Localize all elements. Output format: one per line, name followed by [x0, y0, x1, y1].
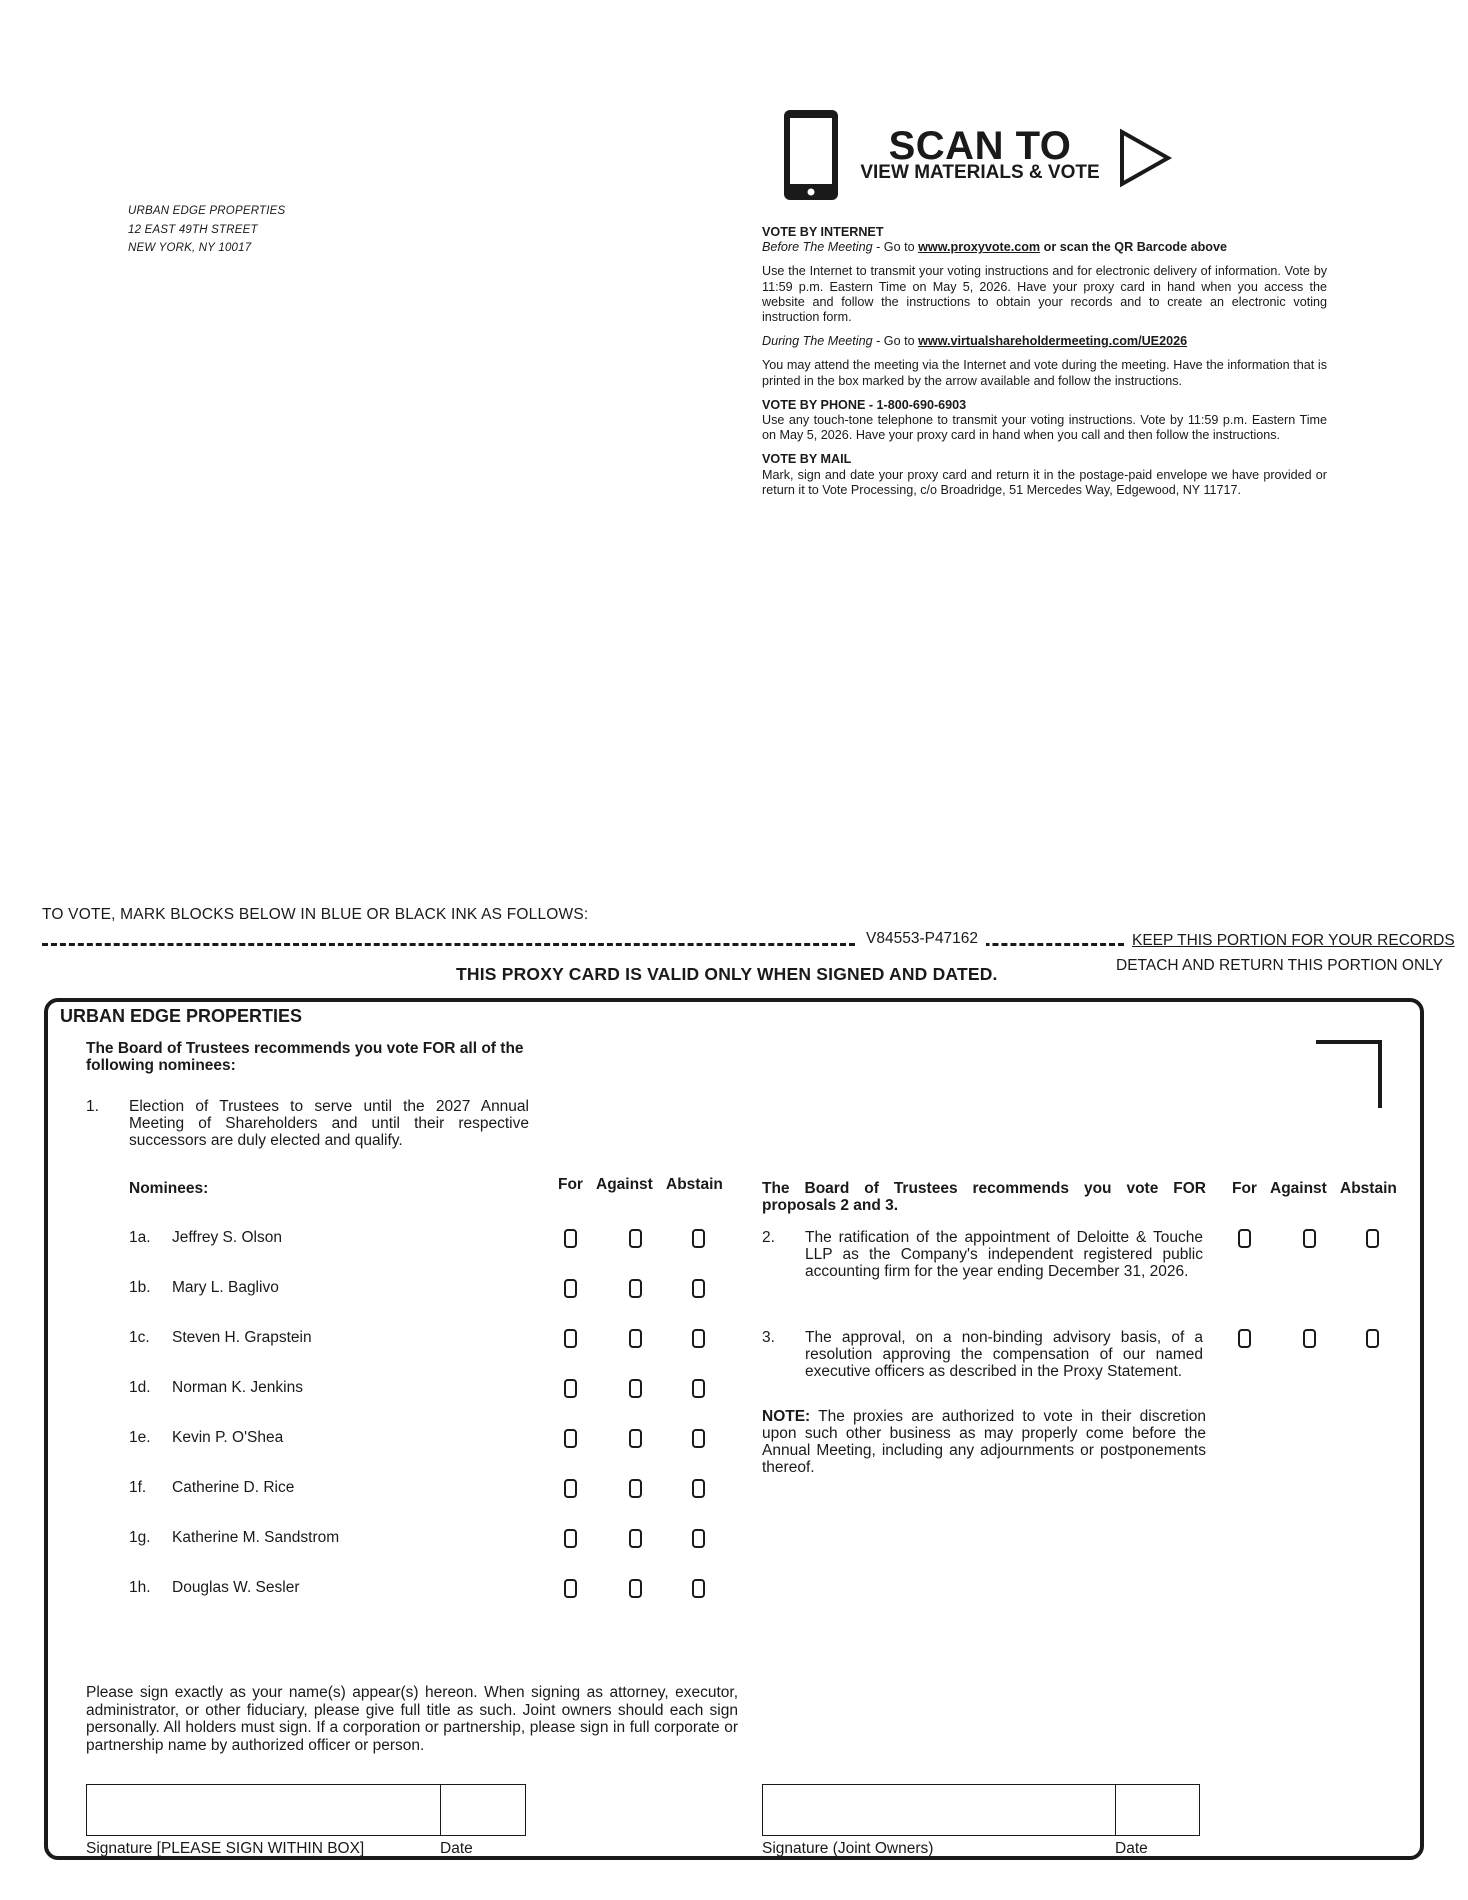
control-number: V84553-P47162 [858, 930, 986, 948]
date-divider [440, 1784, 441, 1836]
vote-phone-body: Use any touch-tone telephone to transmit your voting instructions. Vote by 11:59 p.m. Eastern Time on May 5, 2026. Have your proxy card in hand when you call and then follow the instructions. [762, 413, 1327, 443]
abstain-checkbox[interactable] [692, 1529, 705, 1548]
for-checkbox[interactable] [564, 1429, 577, 1448]
during-meeting-body: You may attend the meeting via the Internet and vote during the meeting. Have the information that is printed in the box marked by the arrow available and follow the instructions. [762, 358, 1327, 388]
play-arrow-icon [1118, 128, 1174, 188]
detach-portion-label: DETACH AND RETURN THIS PORTION ONLY [1116, 957, 1443, 974]
nominee-number: 1e. [129, 1429, 151, 1446]
abstain-checkbox[interactable] [692, 1429, 705, 1448]
for-checkbox[interactable] [564, 1379, 577, 1398]
note-body: The proxies are authorized to vote in their discretion upon such other business as may properly come before the Annual Meeting, including any adjournments or postponements thereof. [762, 1408, 1206, 1476]
corner-mark [1316, 1040, 1382, 1108]
signing-instructions: Please sign exactly as your name(s) appear(s) hereon. When signing as attorney, executor, administrator, or other fiduciary, please give full title as such. Joint owners should each sign personally. All holders must sign. If a corporation or partnership, please sign in full corporate or partnership name by authorized officer or person. [86, 1684, 738, 1754]
return-address-line: URBAN EDGE PROPERTIES [128, 205, 286, 217]
nominee-number: 1a. [129, 1229, 151, 1246]
nominee-number: 1b. [129, 1279, 151, 1296]
nominee-name: Katherine M. Sandstrom [172, 1529, 340, 1546]
proposal-2-number: 2. [762, 1229, 775, 1246]
nominee-name: Steven H. Grapstein [172, 1329, 312, 1346]
return-address-line: NEW YORK, NY 10017 [128, 242, 252, 254]
for-checkbox[interactable] [564, 1529, 577, 1548]
column-against: Against [1270, 1180, 1327, 1197]
proposal-1-text: Election of Trustees to serve until the 2027 Annual Meeting of Shareholders and until their respective successors are duly elected and qualify. [129, 1098, 529, 1149]
keep-portion-label: KEEP THIS PORTION FOR YOUR RECORDS [1132, 932, 1455, 949]
abstain-checkbox[interactable] [692, 1229, 705, 1248]
nominee-name: Kevin P. O'Shea [172, 1429, 284, 1446]
smartphone-icon [782, 108, 840, 202]
nominee-number: 1c. [129, 1329, 150, 1346]
nominee-number: 1h. [129, 1579, 151, 1596]
valid-notice: THIS PROXY CARD IS VALID ONLY WHEN SIGNED AND DATED. [456, 964, 998, 984]
joint-signature-label: Signature (Joint Owners) [762, 1840, 934, 1857]
nominee-number: 1g. [129, 1529, 151, 1546]
virtual-meeting-link[interactable]: www.virtualshareholdermeeting.com/UE2026 [918, 334, 1188, 349]
scan-subtitle: VIEW MATERIALS & VOTE [860, 162, 1100, 183]
abstain-checkbox[interactable] [692, 1379, 705, 1398]
abstain-checkbox[interactable] [692, 1279, 705, 1298]
voting-instructions [762, 225, 1327, 507]
vote-mail-heading: VOTE BY MAIL [762, 452, 852, 467]
abstain-checkbox[interactable] [692, 1329, 705, 1348]
for-checkbox[interactable] [564, 1479, 577, 1498]
nominees-recommendation: The Board of Trustees recommends you vote FOR all of the following nominees: [86, 1040, 524, 1074]
signature-label: Signature [PLEASE SIGN WITHIN BOX] [86, 1840, 365, 1857]
nominee-name: Douglas W. Sesler [172, 1579, 300, 1596]
return-address-line: 12 EAST 49TH STREET [128, 223, 258, 236]
scan-qr-text: or scan the QR Barcode above [1040, 240, 1227, 255]
vote-mail-body: Mark, sign and date your proxy card and return it in the postage-paid envelope we have provided or return it to Vote Processing, c/o Broadridge, 51 Mercedes Way, Edgewood, NY 11717. [762, 467, 1327, 497]
against-checkbox[interactable] [629, 1529, 642, 1548]
column-against: Against [596, 1176, 653, 1193]
note-label: NOTE: [762, 1408, 811, 1425]
against-checkbox[interactable] [629, 1429, 642, 1448]
joint-date-label: Date [1115, 1840, 1148, 1857]
column-for: For [558, 1176, 583, 1193]
before-meeting-label: Before The Meeting [762, 240, 873, 255]
against-checkbox[interactable] [629, 1379, 642, 1398]
go-to-text: - Go to [872, 240, 919, 255]
go-to-text: - Go to [872, 334, 919, 349]
against-checkbox[interactable] [629, 1479, 642, 1498]
nominee-number: 1f. [129, 1479, 147, 1496]
vote-internet-heading: VOTE BY INTERNET [762, 225, 884, 239]
nominee-name: Jeffrey S. Olson [172, 1229, 282, 1246]
column-for: For [1232, 1180, 1257, 1197]
for-checkbox[interactable] [564, 1279, 577, 1298]
proposal-3-text: The approval, on a non-binding advisory basis, of a resolution approving the compensation of our named executive officers as described in the Proxy Statement. [805, 1329, 1203, 1380]
proxyvote-link[interactable]: www.proxyvote.com [918, 240, 1041, 255]
during-meeting-label: During The Meeting [762, 334, 873, 349]
nominee-number: 1d. [129, 1379, 151, 1396]
for-checkbox[interactable] [1238, 1329, 1251, 1348]
proposal-3-number: 3. [762, 1329, 775, 1346]
scan-title: SCAN TO [888, 124, 1072, 168]
abstain-checkbox[interactable] [692, 1579, 705, 1598]
for-checkbox[interactable] [1238, 1229, 1251, 1248]
for-checkbox[interactable] [564, 1579, 577, 1598]
internet-body: Use the Internet to transmit your voting instructions and for electronic delivery of information. Vote by 11:59 p.m. Eastern Time on May 5, 2026. Have your proxy card in hand when you access the website and follow the instructions to obtain your records and to create an electronic voting instruction form. [762, 264, 1327, 325]
joint-signature-field[interactable] [762, 1784, 1200, 1836]
vote-phone-heading: VOTE BY PHONE - 1-800-690-6903 [762, 397, 967, 412]
against-checkbox[interactable] [1303, 1329, 1316, 1348]
nominee-name: Catherine D. Rice [172, 1479, 295, 1496]
to-vote-instructions: TO VOTE, MARK BLOCKS BELOW IN BLUE OR BLACK INK AS FOLLOWS: [42, 906, 589, 923]
note-text [762, 1408, 1206, 1476]
nominee-name: Norman K. Jenkins [172, 1379, 303, 1396]
date-divider [1115, 1784, 1116, 1836]
for-checkbox[interactable] [564, 1329, 577, 1348]
against-checkbox[interactable] [629, 1229, 642, 1248]
against-checkbox[interactable] [629, 1329, 642, 1348]
abstain-checkbox[interactable] [1366, 1329, 1379, 1348]
against-checkbox[interactable] [629, 1279, 642, 1298]
nominee-name: Mary L. Baglivo [172, 1279, 279, 1296]
abstain-checkbox[interactable] [692, 1479, 705, 1498]
proposals-recommendation: The Board of Trustees recommends you vote FOR proposals 2 and 3. [762, 1180, 1206, 1214]
column-abstain: Abstain [1340, 1180, 1397, 1197]
company-name: URBAN EDGE PROPERTIES [60, 1006, 303, 1026]
proposal-1-number: 1. [86, 1098, 99, 1115]
proposal-2-text: The ratification of the appointment of Deloitte & Touche LLP as the Company's independent registered public accounting firm for the year ending December 31, 2026. [805, 1229, 1203, 1280]
against-checkbox[interactable] [1303, 1229, 1316, 1248]
against-checkbox[interactable] [629, 1579, 642, 1598]
signature-field[interactable] [86, 1784, 526, 1836]
for-checkbox[interactable] [564, 1229, 577, 1248]
nominees-header: Nominees: [129, 1180, 209, 1197]
column-abstain: Abstain [666, 1176, 723, 1193]
date-label: Date [440, 1840, 473, 1857]
abstain-checkbox[interactable] [1366, 1229, 1379, 1248]
return-address [128, 202, 285, 258]
